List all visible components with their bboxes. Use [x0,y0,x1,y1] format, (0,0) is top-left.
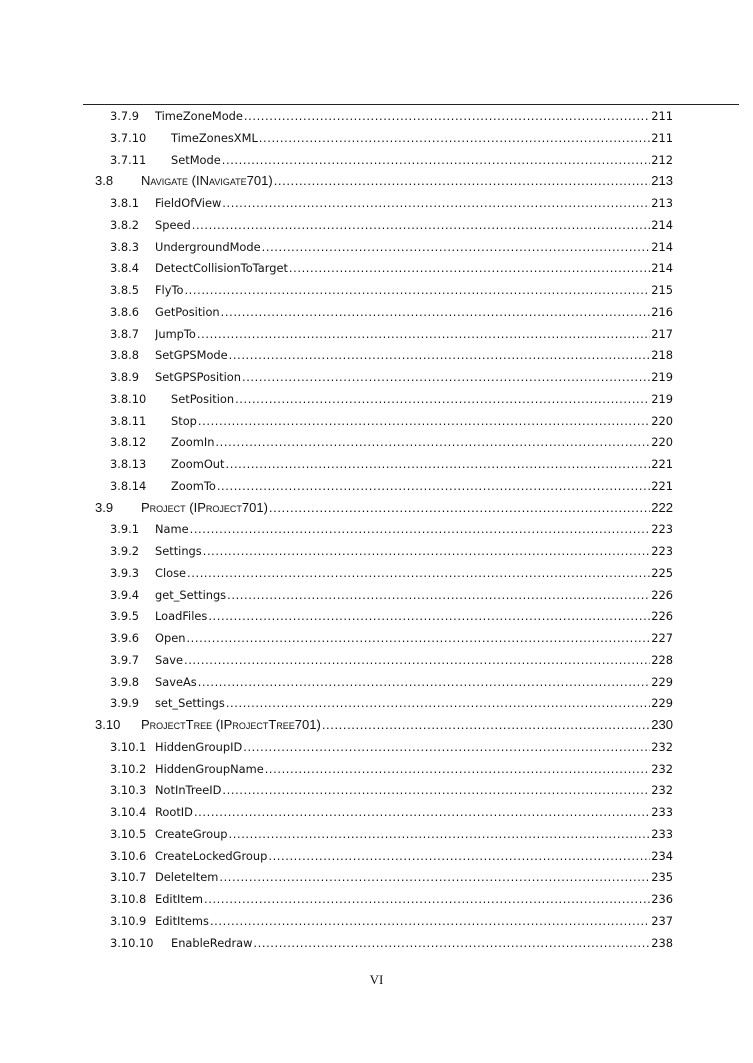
toc-dot-leader [229,823,651,845]
toc-entry-number: 3.8.14 [110,478,147,493]
toc-entry-row[interactable] [0,236,753,258]
toc-dot-leader [229,344,651,366]
page-number: VI [369,972,384,987]
toc-entry-number: 3.10.4 [110,805,147,819]
toc-entry-page: 221 [651,478,673,493]
toc-entry-number: 3.8.1 [110,196,139,210]
toc-entry-title: GetPosition [155,304,220,319]
toc-entry-row[interactable] [0,453,753,475]
toc-entry-page: 211 [651,130,673,145]
toc-dot-leader [259,127,650,149]
toc-entry-page: 220 [651,435,673,450]
toc-entry-number: 3.10.2 [110,761,147,776]
toc-entry-row[interactable] [0,671,753,693]
toc-entry-row[interactable] [0,366,753,388]
toc-entry-number: 3.10.7 [110,870,147,885]
toc-entry-number: 3.8.13 [110,457,147,471]
toc-entry-page: 221 [651,457,673,471]
toc-entry-title: ZoomTo [171,478,216,493]
toc-entry-page: 229 [651,696,673,711]
toc-entry-title: NotInTreeID [155,783,222,798]
toc-entry-row[interactable] [0,149,753,171]
toc-entry-page: 214 [651,217,673,232]
toc-entry-row[interactable] [0,410,753,432]
toc-dot-leader [184,279,650,301]
toc-entry-title: DeleteItem [155,870,219,885]
toc-dot-leader [242,366,650,388]
toc-entry-title: Name [155,522,189,537]
toc-entry-title: Open [155,631,186,645]
toc-entry-title: HiddenGroupID [155,739,243,754]
toc-entry-row[interactable] [0,736,753,758]
toc-dot-leader [219,866,650,888]
toc-dot-leader [194,801,650,823]
toc-entry-row[interactable] [0,431,753,453]
toc-entry-number: 3.8.3 [110,239,139,254]
toc-entry-number: 3.8.9 [110,370,139,384]
toc-entry-row[interactable] [0,932,753,954]
toc-entry-title: EnableRedraw [171,935,253,950]
toc-dot-leader [268,845,650,867]
toc-entry-page: 213 [651,196,673,210]
toc-dot-leader [244,105,650,127]
toc-entry-title: Close [155,565,187,580]
toc-entry-page: 225 [651,565,673,580]
toc-section-row[interactable] [0,714,753,736]
toc-entry-title: Save [155,652,183,667]
toc-dot-leader [192,214,651,236]
toc-entry-row[interactable] [0,540,753,562]
toc-entry-number: 3.10.10 [110,935,154,950]
toc-entry-number: 3.7.11 [110,152,147,167]
toc-entry-title: SetGPSPosition [155,370,241,384]
toc-entry-number: 3.10.8 [110,892,147,906]
toc-entry-title: Settings [155,544,202,558]
toc-entry-row[interactable] [0,801,753,823]
toc-entry-title: FlyTo [155,283,184,297]
toc-entry-number: 3.10 [95,717,121,732]
toc-entry-row[interactable] [0,605,753,627]
toc-entry-title: SetMode [171,152,221,167]
toc-entry-title: EditItems [155,913,209,928]
toc-entry-row[interactable] [0,344,753,366]
toc-entry-number: 3.8.11 [110,413,147,428]
toc-dot-leader [184,649,650,671]
toc-entry-title: FieldOfView [155,196,222,210]
toc-dot-leader [227,584,650,606]
toc-entry-page: 214 [651,239,673,254]
toc-entry-title: LoadFiles [155,609,208,624]
toc-dot-leader [198,410,650,432]
toc-entry-title: Stop [171,413,197,428]
toc-entry-row[interactable] [0,845,753,867]
toc-entry-page: 227 [651,631,673,645]
toc-entry-row[interactable] [0,866,753,888]
toc-entry-page: 232 [651,761,673,776]
toc-dot-leader [198,671,651,693]
toc-entry-number: 3.7.9 [110,109,139,123]
toc-entry-title: CreateGroup [155,826,228,841]
toc-entry-page: 214 [651,261,673,276]
toc-entry-row[interactable] [0,823,753,845]
toc-dot-leader [289,257,650,279]
toc-entry-row[interactable] [0,649,753,671]
toc-entry-title: TimeZonesXML [171,130,258,145]
toc-dot-leader [203,540,651,562]
toc-entry-title: UndergroundMode [155,239,261,254]
toc-entry-number: 3.10.3 [110,783,147,798]
toc-dot-leader [269,497,650,519]
toc-entry-page: 226 [651,609,673,624]
toc-entry-row[interactable] [0,475,753,497]
toc-dot-leader [222,779,650,801]
toc-entry-number: 3.9.7 [110,652,139,667]
toc-entry-title: ZoomIn [171,435,215,450]
toc-entry-title: set_Settings [155,696,225,711]
toc-entry-title: RootID [155,805,193,819]
toc-dot-leader [235,388,650,410]
toc-entry-number: 3.8.12 [110,435,147,450]
toc-dot-leader [322,714,650,736]
toc-dot-leader [243,736,650,758]
toc-dot-leader [186,627,650,649]
toc-dot-leader [253,932,650,954]
toc-entry-number: 3.9.9 [110,696,139,711]
toc-entry-row[interactable] [0,584,753,606]
toc-dot-leader [187,562,650,584]
toc-entry-page: 233 [651,826,673,841]
toc-entry-page: 234 [651,848,673,863]
toc-entry-title: SetGPSMode [155,348,228,363]
toc-entry-number: 3.9.1 [110,522,139,537]
toc-entry-title: EditItem [155,892,203,906]
toc-entry-title: Project (IProject701) [141,499,268,515]
toc-entry-number: 3.8.10 [110,391,147,406]
toc-entry-number: 3.8 [95,173,114,189]
toc-entry-page: 238 [651,935,673,950]
toc-entry-page: 230 [651,717,673,732]
toc-entry-title: HiddenGroupName [155,761,264,776]
toc-dot-leader [274,170,651,192]
toc-entry-title: JumpTo [155,326,196,341]
toc-entry-title: CreateLockedGroup [155,848,268,863]
toc-dot-leader [210,910,650,932]
toc-entry-row[interactable] [0,127,753,149]
toc-entry-title: Speed [155,217,191,232]
toc-entry-number: 3.8.6 [110,304,139,319]
toc-entry-number: 3.7.10 [110,130,147,145]
toc-dot-leader [226,692,650,714]
toc-dot-leader [262,236,651,258]
toc-entry-row[interactable] [0,214,753,236]
toc-entry-number: 3.10.1 [110,739,147,754]
toc-dot-leader [222,149,651,171]
toc-entry-row[interactable] [0,779,753,801]
toc-entry-title: TimeZoneMode [155,109,243,123]
toc-entry-page: 212 [651,152,673,167]
toc-dot-leader [265,758,651,780]
toc-entry-row[interactable] [0,257,753,279]
toc-section-row[interactable] [0,170,753,192]
toc-entry-title: get_Settings [155,587,227,602]
toc-entry-page: 232 [651,739,673,754]
toc-entry-title: ZoomOut [171,457,225,471]
toc-entry-row[interactable] [0,301,753,323]
toc-entry-page: 216 [651,304,673,319]
toc-entry-number: 3.9.2 [110,544,139,558]
toc-entry-page: 223 [651,544,673,558]
toc-entry-number: 3.8.7 [110,326,139,341]
toc-entry-row[interactable] [0,323,753,345]
toc-entry-page: 220 [651,413,673,428]
toc-entry-page: 229 [651,674,673,689]
toc-dot-leader [222,192,650,214]
toc-entry-title: Navigate (INavigate701) [141,173,273,189]
toc-entry-number: 3.8.4 [110,261,139,276]
toc-entry-row[interactable] [0,388,753,410]
toc-entry-page: 219 [651,391,673,406]
toc-entry-title: DetectCollisionToTarget [155,261,288,276]
toc-entry-row[interactable] [0,758,753,780]
toc-dot-leader [226,453,651,475]
toc-entry-title: SaveAs [155,674,197,689]
toc-entry-number: 3.10.9 [110,913,147,928]
toc-section-row[interactable] [0,497,753,519]
toc-entry-row[interactable] [0,279,753,301]
toc-entry-page: 218 [651,348,673,363]
toc-entry-number: 3.9.4 [110,587,139,602]
toc-dot-leader [190,518,651,540]
toc-entry-title: SetPosition [171,391,235,406]
toc-entry-page: 219 [651,370,673,384]
toc-entry-page: 215 [651,283,673,297]
toc-dot-leader [215,431,650,453]
toc-entry-number: 3.9.8 [110,674,139,689]
toc-entry-row[interactable] [0,192,753,214]
toc-entry-row[interactable] [0,518,753,540]
toc-dot-leader [204,888,650,910]
toc-dot-leader [208,605,650,627]
toc-entry-row[interactable] [0,562,753,584]
toc-entry-number: 3.9.5 [110,609,139,624]
toc-entry-number: 3.9 [95,499,114,515]
toc-entry-page: 223 [651,522,673,537]
toc-entry-number: 3.8.5 [110,283,139,297]
toc-entry-number: 3.10.5 [110,826,147,841]
toc-entry-page: 222 [651,499,673,515]
toc-dot-leader [197,323,650,345]
toc-entry-number: 3.9.3 [110,565,139,580]
toc-entry-number: 3.8.2 [110,217,139,232]
toc-entry-number: 3.10.6 [110,848,147,863]
toc-entry-page: 237 [651,913,673,928]
toc-entry-page: 217 [651,326,673,341]
toc-entry-title: ProjectTree (IProjectTree701) [141,717,321,732]
toc-entry-page: 235 [651,870,673,885]
toc-entry-page: 228 [651,652,673,667]
toc-dot-leader [217,475,650,497]
toc-entry-row[interactable] [0,888,753,910]
toc-entry-number: 3.8.8 [110,348,139,363]
toc-entry-number: 3.9.6 [110,631,139,645]
toc-dot-leader [221,301,651,323]
toc-entry-row[interactable] [0,910,753,932]
toc-entry-page: 213 [651,173,673,189]
toc-entry-page: 236 [651,892,673,906]
toc-entry-page: 232 [651,783,673,798]
toc-entry-row[interactable] [0,627,753,649]
toc-entry-page: 211 [651,109,673,123]
toc-entry-row[interactable] [0,692,753,714]
toc-entry-row[interactable] [0,105,753,127]
toc-entry-page: 226 [651,587,673,602]
toc-entry-page: 233 [651,805,673,819]
